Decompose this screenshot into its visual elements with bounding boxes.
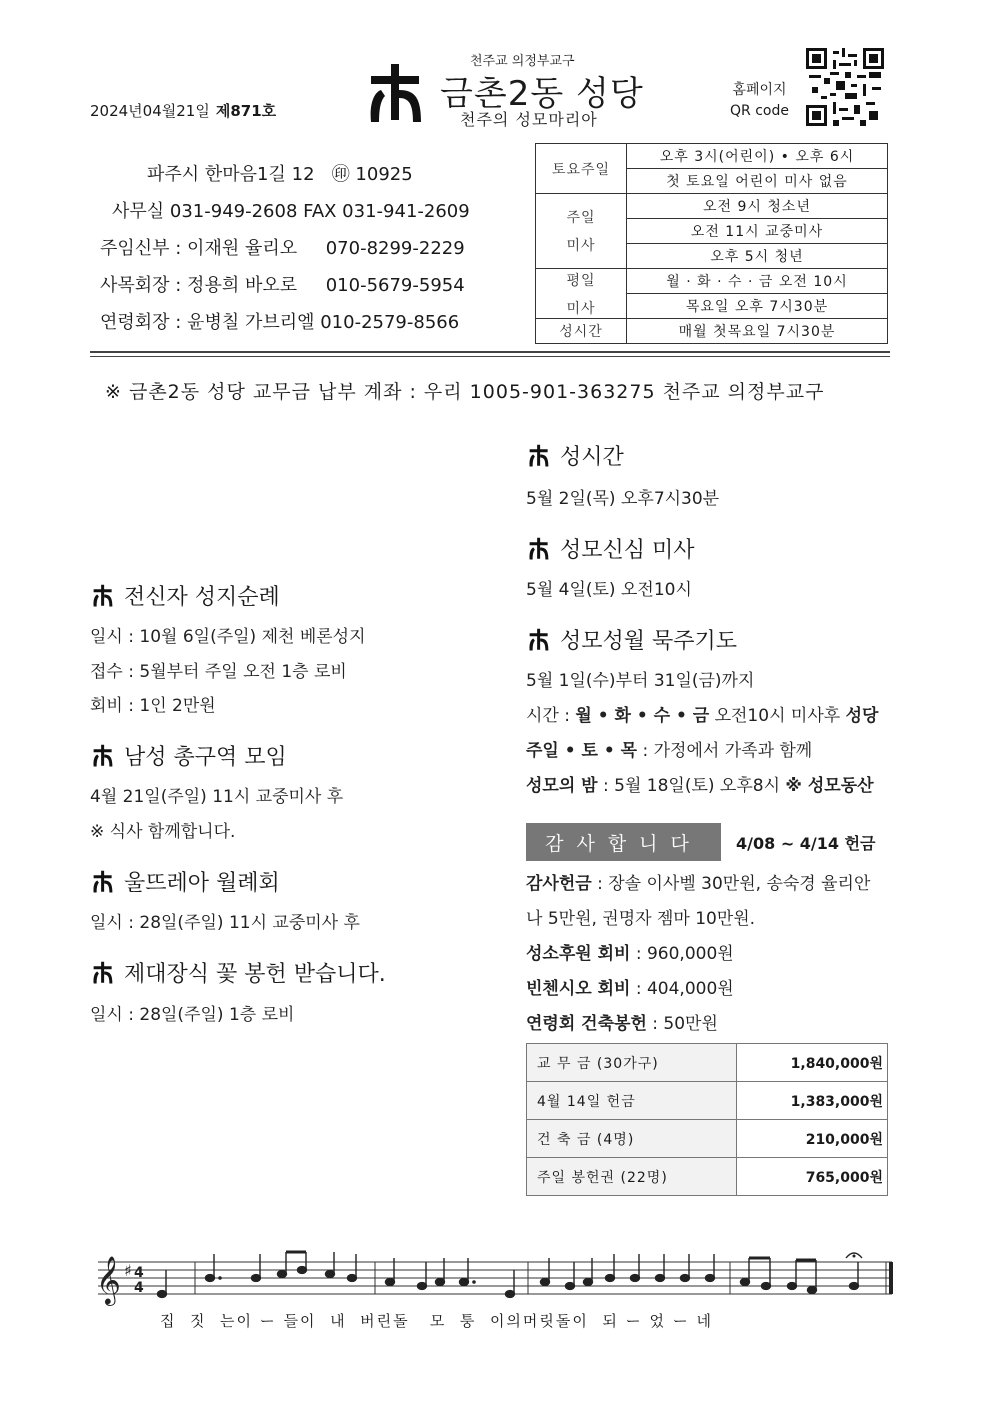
cross-icon xyxy=(526,444,552,468)
pastor-contact: 주임신부 : 이재원 율리오 070-8299-2229 xyxy=(100,238,465,259)
section-title: 전신자 성지순례 xyxy=(124,585,280,610)
sponsor-fee xyxy=(526,939,734,964)
schedule-cell: 매월 첫목요일 7시30분 xyxy=(627,319,888,344)
mass-schedule-table xyxy=(535,143,888,344)
altar-flowers-heading xyxy=(90,957,386,988)
section-title: 성모성월 묵주기도 xyxy=(560,629,738,654)
mary-night-place: ※ 성모동산 xyxy=(785,776,874,796)
ultreya-heading xyxy=(90,866,280,897)
rosary-family xyxy=(526,736,812,761)
postal-icon: ㊞ xyxy=(331,164,350,185)
account-notice: ※ 금촌2동 성당 교무금 납부 계좌 : 우리 1005-901-363275 천주교 의정부교구 xyxy=(105,381,825,403)
cross-icon xyxy=(526,628,552,652)
elder-contact: 연령회장 : 윤병칠 가브리엘 010-2579-8566 xyxy=(100,312,460,333)
section-title: 성모신심 미사 xyxy=(560,538,695,563)
address: 파주시 한마음1길 12 xyxy=(147,164,315,185)
qr-code-label: QR code xyxy=(730,103,789,119)
office-phone: 사무실 031-949-2608 FAX 031-941-2609 xyxy=(112,201,470,222)
rosary-heading xyxy=(526,624,737,655)
donation-text: : 장솔 이사벨 30만원, 송숙경 율리안 xyxy=(591,874,871,894)
family-text: : 가정에서 가족과 함께 xyxy=(637,741,813,761)
elder-building-fund xyxy=(526,1009,718,1034)
hymn-lyrics: 집 짓 는이 ー 들이 내 버린돌 모 퉁 이의머릿돌이 되 ー 었 ー 네 xyxy=(160,1312,713,1330)
offering-label: 건 축 금 (4명) xyxy=(527,1120,737,1158)
divider xyxy=(90,351,890,353)
elder-value: : 50만원 xyxy=(646,1014,718,1034)
council-contact: 사목회장 : 정용희 바오로 010-5679-5954 xyxy=(100,275,465,296)
rosary-time-text: 오전10시 미사후 xyxy=(709,706,846,726)
men-meeting-heading xyxy=(90,740,287,771)
ultreya-line: 일시 : 28일(주일) 11시 교중미사 후 xyxy=(90,913,360,933)
saturday-label: 토요주일 xyxy=(536,144,627,194)
elder-label: 연령회 건축봉헌 xyxy=(526,1014,647,1034)
schedule-cell: 첫 토요일 어린이 미사 없음 xyxy=(627,169,888,194)
music-staff-icon xyxy=(90,1250,900,1310)
offering-amount: 1,840,000원 xyxy=(737,1044,888,1082)
schedule-cell: 오전 11시 교중미사 xyxy=(627,219,888,244)
contact-block xyxy=(100,156,470,341)
cross-icon xyxy=(90,961,116,985)
qr-code-icon[interactable] xyxy=(806,48,884,126)
thanks-range: 4/08 ~ 4/14 헌금 xyxy=(736,834,876,853)
sunday-label-line: 미사 xyxy=(566,238,596,254)
thanks-box: 감사합니다 xyxy=(526,823,721,861)
svg-text:♯: ♯ xyxy=(124,1261,132,1280)
men-meeting-line: ※ 식사 함께합니다. xyxy=(90,822,236,842)
diocese-name: 천주교 의정부교구 xyxy=(470,54,575,69)
offering-table xyxy=(526,1043,888,1196)
donation-line-2: 나 5만원, 권명자 젬마 10만원. xyxy=(526,909,756,929)
marian-mass-heading xyxy=(526,533,695,564)
offering-label: 교 무 금 (30가구) xyxy=(527,1044,737,1082)
sunday-label-line: 주일 xyxy=(566,210,596,226)
schedule-cell: 오후 3시(어린이) • 오후 6시 xyxy=(627,144,888,169)
section-title: 울뜨레아 월례회 xyxy=(124,871,280,896)
homepage-label: 홈페이지 xyxy=(732,82,787,98)
rosary-period: 5월 1일(수)부터 31일(금)까지 xyxy=(526,671,755,691)
pilgrimage-line: 접수 : 5월부터 주일 오전 1층 로비 xyxy=(90,662,347,682)
svg-text:4: 4 xyxy=(134,1280,144,1296)
sunday-label xyxy=(536,194,627,269)
mary-night-label: 성모의 밤 xyxy=(526,776,598,796)
table-row xyxy=(527,1044,888,1082)
parish-title: 금촌2동 성당 xyxy=(440,74,644,114)
qr-caption xyxy=(730,80,789,122)
men-meeting-line: 4월 21일(주일) 11시 교중미사 후 xyxy=(90,787,344,807)
table-row xyxy=(527,1120,888,1158)
offering-amount: 765,000원 xyxy=(737,1158,888,1196)
mary-night-text: : 5월 18일(토) 오후8시 xyxy=(597,776,786,796)
schedule-cell: 월 · 화 · 수 · 금 오전 10시 xyxy=(627,269,888,294)
rosary-time xyxy=(526,701,878,726)
sponsor-label: 성소후원 회비 xyxy=(526,944,631,964)
cross-icon xyxy=(90,584,116,608)
altar-flowers-line: 일시 : 28일(주일) 1층 로비 xyxy=(90,1005,295,1025)
issue-date: 2024년04월21일 xyxy=(90,102,210,120)
offering-label: 4월 14일 헌금 xyxy=(527,1082,737,1120)
rosary-place: 성당 xyxy=(845,706,879,726)
pilgrimage-line: 일시 : 10월 6일(주일) 제천 베론성지 xyxy=(90,627,366,647)
weekday-label-line: 미사 xyxy=(566,300,596,317)
vincent-fee xyxy=(526,974,734,999)
schedule-cell: 목요일 오후 7시30분 xyxy=(627,294,888,319)
rosary-days: 월 • 화 • 수 • 금 xyxy=(575,706,710,726)
address-line xyxy=(100,156,470,193)
vincent-label: 빈첸시오 회비 xyxy=(526,979,631,999)
weekday-label xyxy=(536,269,627,319)
table-row xyxy=(527,1082,888,1120)
holy-hour-heading xyxy=(526,440,624,471)
svg-text:4: 4 xyxy=(134,1265,144,1281)
adoration-label: 성시간 xyxy=(536,319,627,344)
issue-number: 제871호 xyxy=(215,102,277,120)
donation-line xyxy=(526,869,870,894)
parish-logo-icon xyxy=(365,62,427,126)
cross-icon xyxy=(90,744,116,768)
table-row xyxy=(527,1158,888,1196)
section-title: 제대장식 꽃 봉헌 받습니다. xyxy=(124,962,386,987)
family-days: 주일 • 토 • 목 xyxy=(526,741,638,761)
cross-icon xyxy=(90,870,116,894)
weekday-label-line: 평일 xyxy=(566,272,596,289)
pilgrimage-line: 회비 : 1인 2만원 xyxy=(90,696,216,716)
offering-label: 주일 봉헌권 (22명) xyxy=(527,1158,737,1196)
offering-amount: 210,000원 xyxy=(737,1120,888,1158)
rosary-time-label: 시간 : xyxy=(526,706,576,726)
section-title: 남성 총구역 모임 xyxy=(124,745,287,770)
schedule-cell: 오후 5시 청년 xyxy=(627,244,888,269)
svg-text:𝄞: 𝄞 xyxy=(96,1255,121,1304)
holy-hour-date: 5월 2일(목) 오후7시30분 xyxy=(526,489,720,509)
donation-label: 감사헌금 xyxy=(526,874,592,894)
offering-amount: 1,383,000원 xyxy=(737,1082,888,1120)
parish-patron: 천주의 성모마리아 xyxy=(460,110,598,129)
issue-info xyxy=(90,100,276,121)
mary-night xyxy=(526,771,874,796)
postal-code: 10925 xyxy=(355,164,413,185)
cross-icon xyxy=(526,537,552,561)
pilgrimage-heading xyxy=(90,580,280,611)
sponsor-value: : 960,000원 xyxy=(630,944,734,964)
divider xyxy=(90,356,890,357)
section-title: 성시간 xyxy=(560,445,624,470)
schedule-cell: 오전 9시 청소년 xyxy=(627,194,888,219)
vincent-value: : 404,000원 xyxy=(630,979,734,999)
marian-mass-date: 5월 4일(토) 오전10시 xyxy=(526,580,692,600)
